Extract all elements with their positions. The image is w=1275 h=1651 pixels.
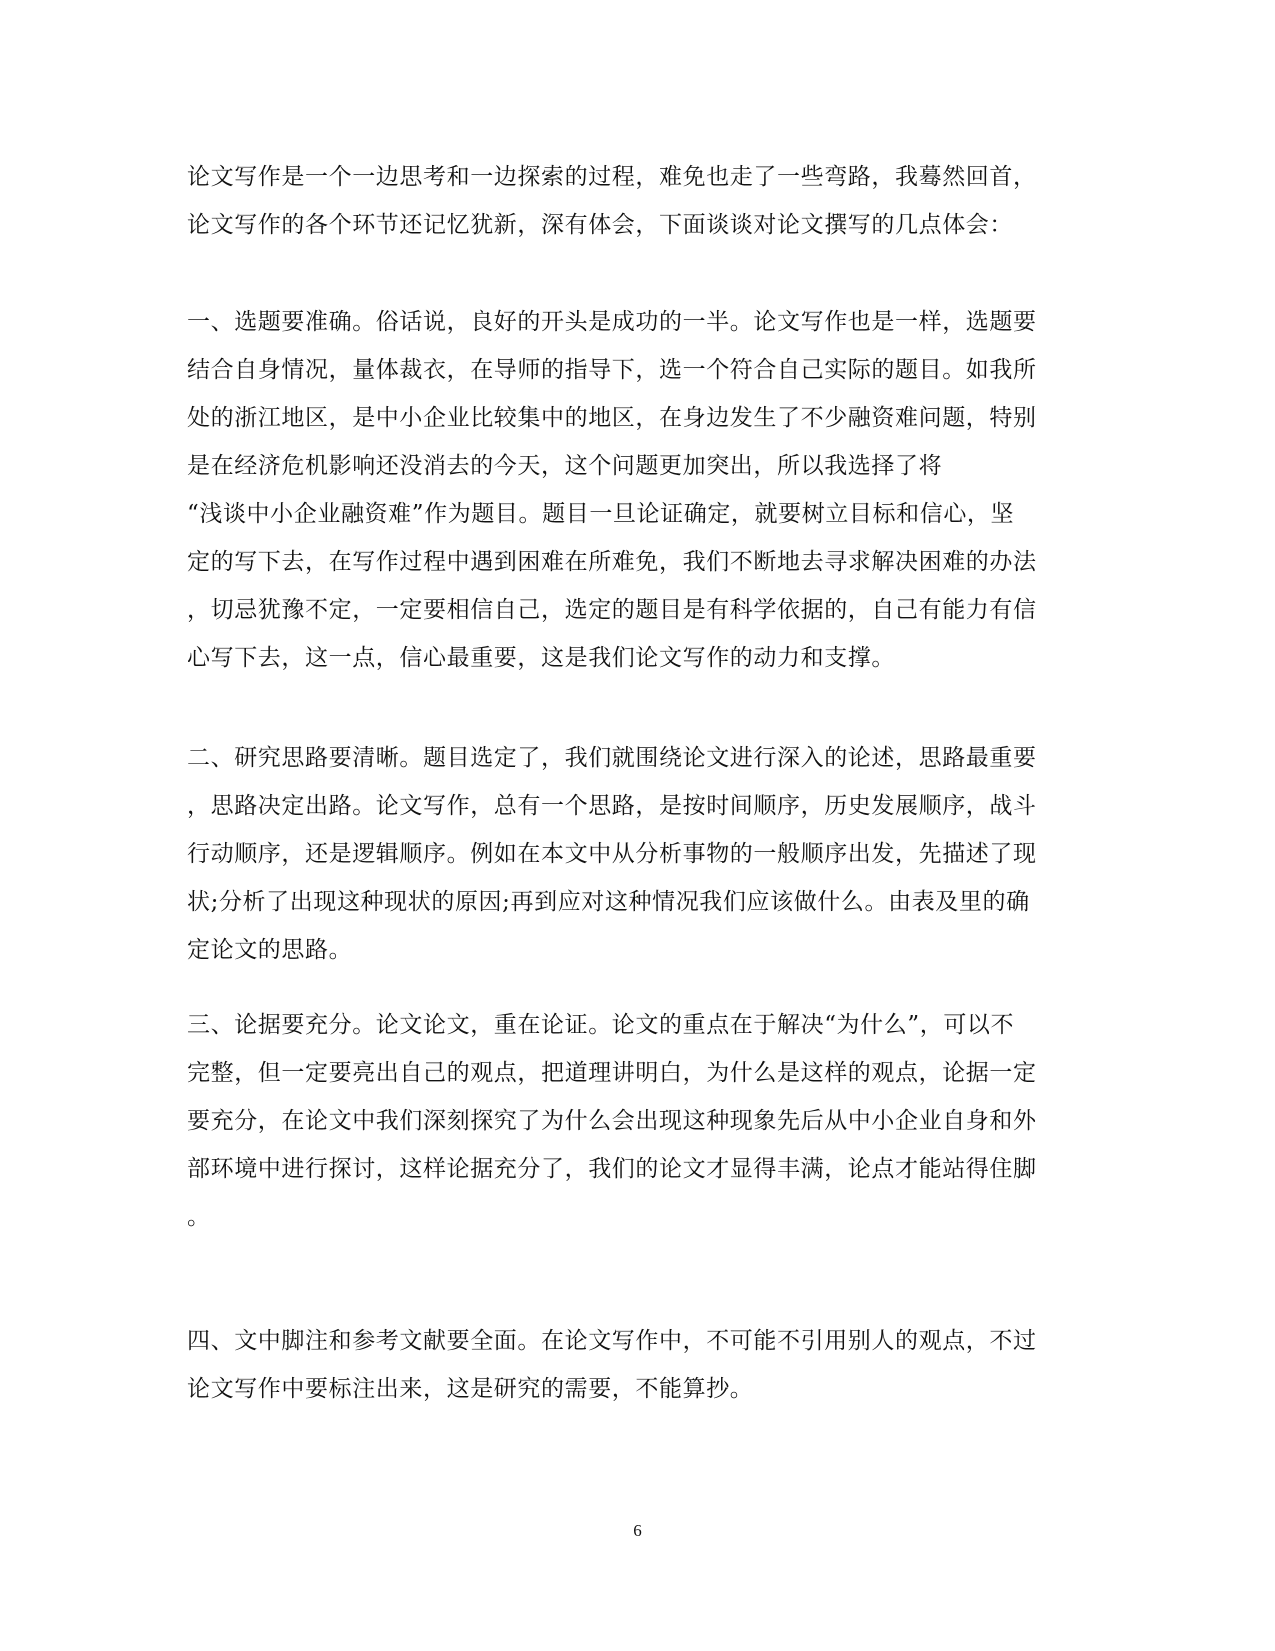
- text-line: 完整，但一定要亮出自己的观点，把道理讲明白，为什么是这样的观点，论据一定: [187, 1060, 1037, 1086]
- text-line: “浅谈中小企业融资难”作为题目。题目一旦论证确定，就要树立目标和信心，坚: [187, 501, 1015, 527]
- paragraph-topic-selection: [187, 298, 1087, 682]
- text-line: 。: [187, 1204, 211, 1230]
- text-line: 行动顺序，还是逻辑顺序。例如在本文中从分析事物的一般顺序出发，先描述了现: [187, 841, 1037, 867]
- text-line: 要充分，在论文中我们深刻探究了为什么会出现这种现象先后从中小企业自身和外: [187, 1108, 1037, 1134]
- text-line: 论文写作中要标注出来，这是研究的需要，不能算抄。: [187, 1376, 754, 1402]
- text-line: 定的写下去，在写作过程中遇到困难在所难免，我们不断地去寻求解决困难的办法: [187, 549, 1037, 575]
- text-line: 心写下去，这一点，信心最重要，这是我们论文写作的动力和支撑。: [187, 645, 895, 671]
- text-line: 是在经济危机影响还没消去的今天，这个问题更加突出，所以我选择了将: [187, 453, 943, 479]
- text-line: 论文写作是一个一边思考和一边探索的过程，难免也走了一些弯路，我蓦然回首，: [187, 164, 1037, 190]
- text-line: ，切忌犹豫不定，一定要相信自己，选定的题目是有科学依据的，自己有能力有信: [187, 597, 1037, 623]
- paragraph-references: [187, 1317, 1087, 1413]
- text-line: 结合自身情况，量体裁衣，在导师的指导下，选一个符合自己实际的题目。如我所: [187, 357, 1037, 383]
- text-line: 定论文的思路。: [187, 937, 353, 963]
- text-line: 一、选题要准确。俗话说，良好的开头是成功的一半。论文写作也是一样，选题要: [187, 309, 1037, 335]
- text-line: 四、文中脚注和参考文献要全面。在论文写作中，不可能不引用别人的观点，不过: [187, 1328, 1037, 1354]
- paragraph-research-approach: [187, 734, 1087, 974]
- paragraph-arguments: [187, 1001, 1087, 1241]
- paragraph-intro: [187, 153, 1087, 249]
- text-line: 二、研究思路要清晰。题目选定了，我们就围绕论文进行深入的论述，思路最重要: [187, 745, 1037, 771]
- text-line: 论文写作的各个环节还记忆犹新，深有体会，下面谈谈对论文撰写的几点体会：: [187, 212, 1013, 238]
- text-line: 状;分析了出现这种现状的原因;再到应对这种情况我们应该做什么。由表及里的确: [187, 889, 1030, 915]
- page-number: 6: [633, 1521, 642, 1540]
- text-line: 三、论据要充分。论文论文，重在论证。论文的重点在于解决“为什么”，可以不: [187, 1012, 1015, 1038]
- text-line: 处的浙江地区，是中小企业比较集中的地区，在身边发生了不少融资难问题，特别: [187, 405, 1037, 431]
- text-line: 部环境中进行探讨，这样论据充分了，我们的论文才显得丰满，论点才能站得住脚: [187, 1156, 1037, 1182]
- text-line: ，思路决定出路。论文写作，总有一个思路，是按时间顺序，历史发展顺序，战斗: [187, 793, 1037, 819]
